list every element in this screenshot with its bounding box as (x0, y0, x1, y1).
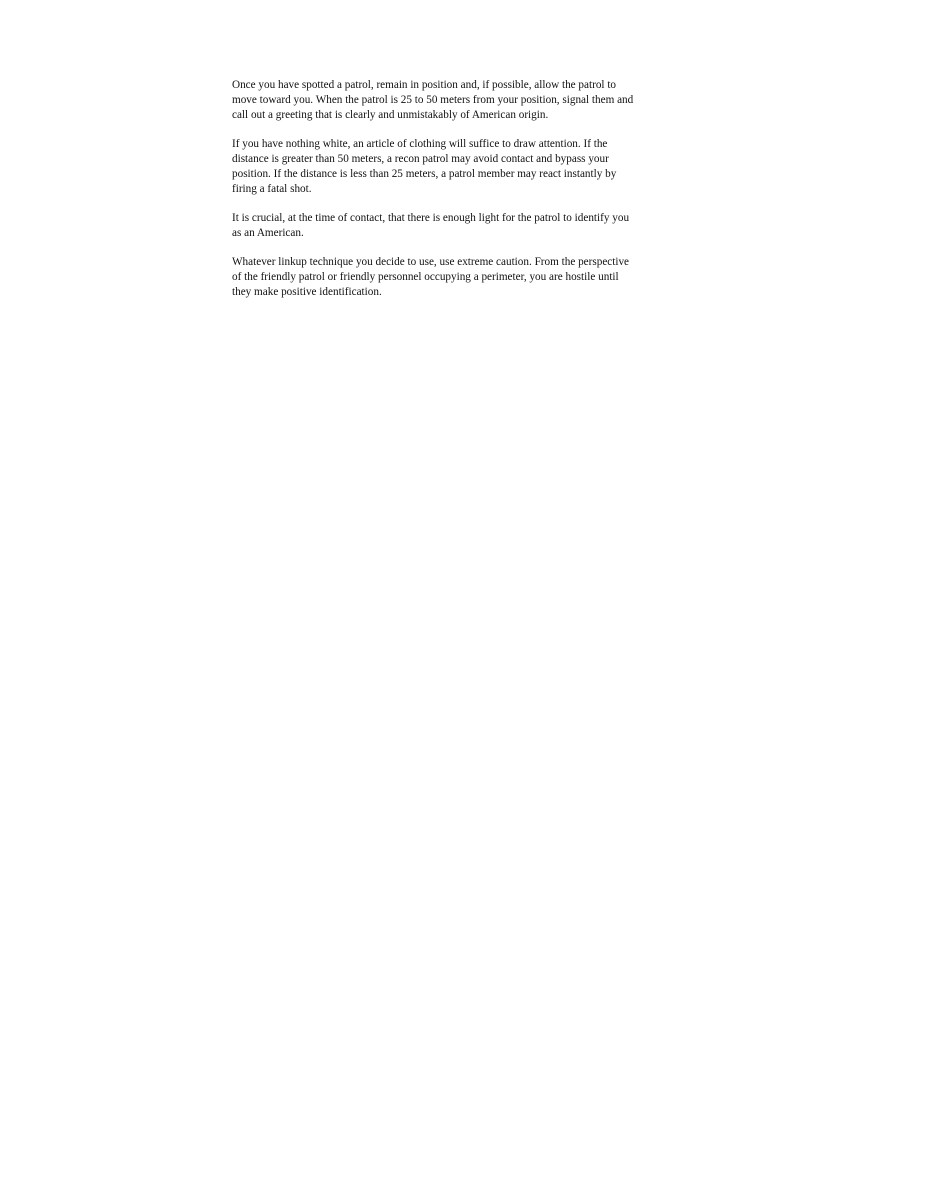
paragraph-line: Whatever linkup technique you decide to use, use extreme caution. From the perspective (232, 256, 630, 268)
paragraph-line: distance is greater than 50 meters, a recon patrol may avoid contact and bypass your (232, 153, 609, 165)
paragraph-line: as an American. (232, 227, 304, 239)
paragraph-line: Once you have spotted a patrol, remain in position and, if possible, allow the patrol to (232, 79, 617, 91)
paragraph-3 (232, 211, 702, 241)
paragraph-line: of the friendly patrol or friendly personnel occupying a perimeter, you are hostile until (232, 271, 619, 283)
paragraph-line: call out a greeting that is clearly and unmistakably of American origin. (232, 109, 549, 121)
paragraph-line: firing a fatal shot. (232, 183, 312, 195)
paragraph-1 (232, 78, 702, 123)
paragraph-line: It is crucial, at the time of contact, that there is enough light for the patrol to identify you (232, 212, 630, 224)
paragraph-4 (232, 255, 702, 300)
paragraph-line: If you have nothing white, an article of clothing will suffice to draw attention. If the (232, 138, 608, 150)
body-text (232, 78, 702, 314)
paragraph-2 (232, 137, 702, 197)
paragraph-line: move toward you. When the patrol is 25 to 50 meters from your position, signal them and (232, 94, 634, 106)
paragraph-line: position. If the distance is less than 25 meters, a patrol member may react instantly by (232, 168, 617, 180)
paragraph-line: they make positive identification. (232, 286, 382, 298)
